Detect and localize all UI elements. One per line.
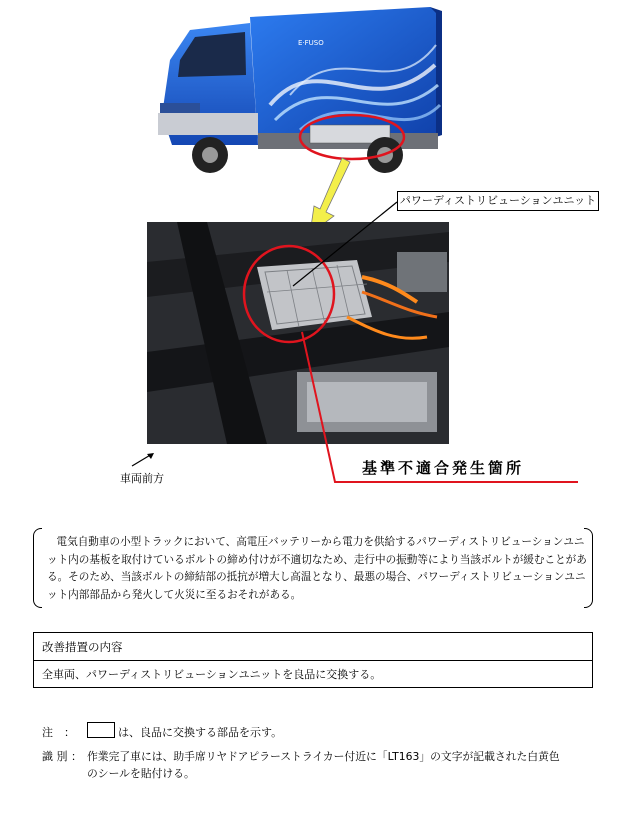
- description-box: [33, 528, 593, 608]
- defect-location-label: 基準不適合発生箇所: [362, 459, 525, 477]
- front-direction-arrow: [128, 450, 158, 470]
- remedy-heading: 改善措置の内容: [42, 640, 123, 654]
- component-callout: パワーディストリビューションユニット: [397, 191, 599, 211]
- note-text: は、良品に交換する部品を示す。: [118, 726, 283, 739]
- front-direction-label: 車両前方: [120, 472, 164, 485]
- identification-text-line2: のシールを貼付ける。: [87, 767, 195, 780]
- note-label: 注 ：: [42, 726, 75, 739]
- note-swatch: [87, 722, 115, 738]
- remedy-text: 全車両、パワーディストリビューションユニットを良品に交換する。: [42, 668, 382, 681]
- callout-leader: [285, 200, 400, 290]
- truck-brand-text: E·FUSO: [298, 39, 324, 47]
- bracket-left: [33, 528, 42, 608]
- identification-text-line1: 作業完了車には、助手席リヤドアピラーストライカー付近に「LT163」の文字が記載された白黄色: [87, 750, 560, 763]
- identification-label: 識 別 ：: [42, 750, 82, 763]
- remedy-divider: [34, 660, 592, 661]
- description-text: 電気自動車の小型トラックにおいて、高電圧バッテリーから電力を供給するパワーディストリビューションユニット内の基板を取付けているボルトの締め付けが不適切なため、走行中の振動等により当該ボルトが緩むことがある。そのため、当該ボルトの締結部の抵抗が増大し高温となり、最悪の場合、パワーディストリビューションユニット内部部品から発火して火災に至るおそれがある。: [47, 536, 587, 601]
- remedy-box: [33, 632, 593, 688]
